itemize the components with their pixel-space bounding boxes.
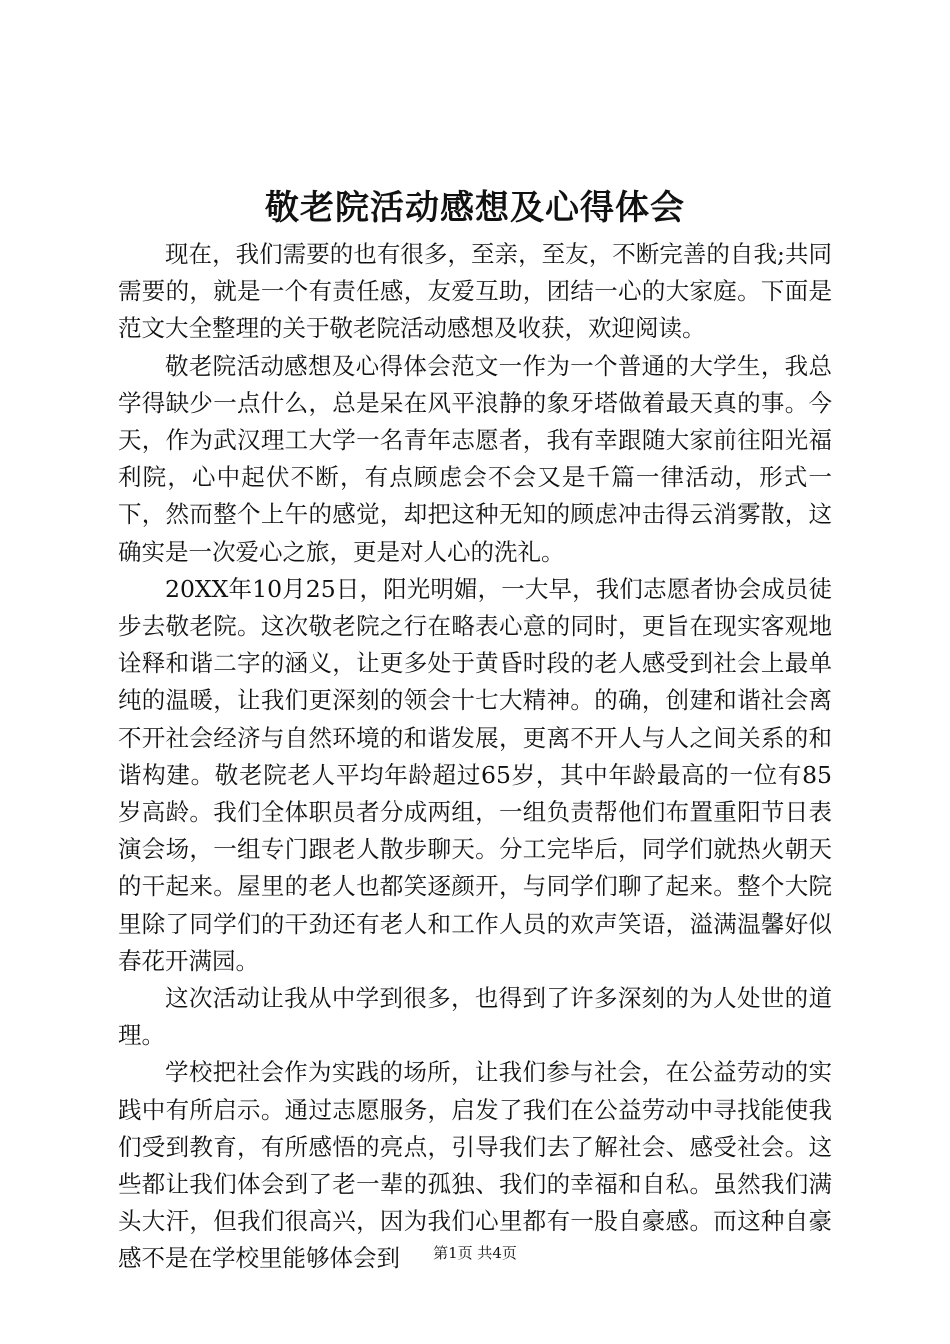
paragraph-school-practice: 学校把社会作为实践的场所，让我们参与社会，在公益劳动的实践中有所启示。通过志愿服务，启发了我们在公益劳动中寻找能使我们受到教育，有所感悟的亮点，引导我们去了解社会、感受社会。这些都让我们体会到了老一辈的孤独、我们的幸福和自私。虽然我们满头大汗，但我们很高兴，因为我们心里都有一股自豪感。而这种自豪感不是在学校里能够体会到 (118, 1058, 832, 1273)
page-number-footer: 第1页 共4页 (433, 1244, 517, 1262)
paragraph-lesson: 这次活动让我从中学到很多，也得到了许多深刻的为人处世的道理。 (118, 984, 832, 1050)
document-body (118, 236, 832, 1278)
paragraph-activity-day: 20XX年10月25日，阳光明媚，一大早，我们志愿者协会成员徒步去敬老院。这次敬老院之行在略表心意的同时，更旨在现实客观地诠释和谐二字的涵义，让更多处于黄昏时段的老人感受到社会上最单纯的温暖，让我们更深刻的领会十七大精神。的确，创建和谐社会离不开社会经济与自然环境的和谐发展，更离不开人与人之间关系的和谐构建。敬老院老人平均年龄超过65岁，其中年龄最高的一位有85岁高龄。我们全体职员者分成两组，一组负责帮他们布置重阳节日表演会场，一组专门跟老人散步聊天。分工完毕后，同学们就热火朝天的干起来。屋里的老人也都笑逐颜开，与同学们聊了起来。整个大院里除了同学们的干劲还有老人和工作人员的欢声笑语，溢满温馨好似春花开满园。 (118, 574, 832, 975)
document-title: 敬老院活动感想及心得体会 (265, 188, 685, 228)
paragraph-essay-one: 敬老院活动感想及心得体会范文一作为一个普通的大学生，我总学得缺少一点什么，总是呆在风平浪静的象牙塔做着最天真的事。今天，作为武汉理工大学一名青年志愿者，我有幸跟随大家前往阳光福利院，心中起伏不断，有点顾虑会不会又是千篇一律活动，形式一下，然而整个上午的感觉，却把这种无知的顾虑冲击得云消雾散，这确实是一次爱心之旅，更是对人心的洗礼。 (118, 351, 832, 566)
paragraph-intro: 现在，我们需要的也有很多，至亲，至友，不断完善的自我;共同需要的，就是一个有责任感，友爱互助，团结一心的大家庭。下面是范文大全整理的关于敬老院活动感想及收获，欢迎阅读。 (118, 240, 832, 343)
